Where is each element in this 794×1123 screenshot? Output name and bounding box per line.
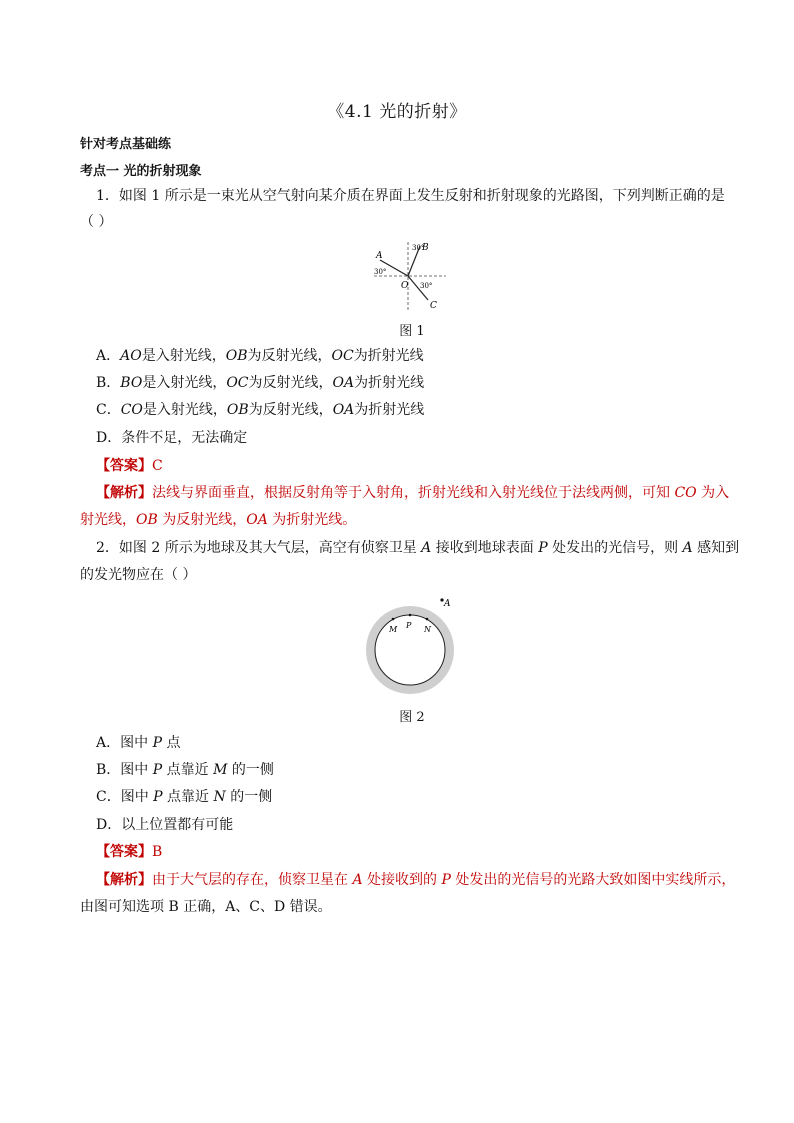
- q1-analysis-line1: 【解析】法线与界面垂直，根据反射角等于入射角，折射光线和入射光线位于法线两侧，可知 CO 为入: [96, 485, 730, 501]
- point-n: [426, 618, 429, 621]
- fig2-label-p: P: [406, 621, 412, 630]
- q1-stem-line1: 1．如图 1 所示是一束光从空气射向某介质在界面上发生反射和折射现象的光路图，下列判断正确的是: [96, 188, 725, 204]
- point-m: [392, 618, 395, 621]
- q1-option-b: B．BO是入射光线，OC为反射光线，OA为折射光线: [96, 375, 425, 391]
- q1-option-a: A．AO是入射光线，OB为反射光线，OC为折射光线: [96, 348, 424, 364]
- q1-answer: 【答案】C: [96, 458, 163, 474]
- fig2-label-a: A: [444, 599, 451, 609]
- q2-analysis-line2: 由图可知选项 B 正确，A、C、D 错误。: [80, 899, 332, 915]
- q2-answer: 【答案】B: [96, 844, 163, 860]
- q2-option-b: B．图中 P 点靠近 M 的一侧: [96, 762, 274, 778]
- q1-option-d: D．条件不足，无法确定: [96, 430, 248, 446]
- fig1-label-o: O: [401, 281, 409, 291]
- q2-option-d: D．以上位置都有可能: [96, 817, 234, 833]
- q2-stem-line2: 的发光物应在（ ）: [80, 567, 197, 583]
- fig1-label-b: B: [422, 243, 429, 253]
- fig1-angle-2: 30°: [374, 268, 387, 276]
- q2-stem-line1: 2．如图 2 所示为地球及其大气层，高空有侦察卫星 A 接收到地球表面 P 处发出的光信号，则 A 感知到: [96, 540, 740, 556]
- q2-analysis-line1: 【解析】由于大气层的存在，侦察卫星在 A 处接收到的 P 处发出的光信号的光路大致如图中实线所示，: [96, 872, 736, 888]
- fig2-label-m: M: [389, 625, 398, 634]
- fig1-angle-3: 30°: [420, 282, 433, 290]
- fig1-label-c: C: [430, 301, 437, 311]
- q2-option-c: C．图中 P 点靠近 N 的一侧: [96, 789, 273, 805]
- page-title: 《4.1 光的折射》: [327, 102, 467, 122]
- fig1-label-a: A: [376, 251, 383, 261]
- q1-option-c: C．CO是入射光线，OB为反射光线，OA为折射光线: [96, 402, 425, 418]
- subsection-heading: 考点一 光的折射现象: [80, 164, 202, 179]
- section-heading: 针对考点基础练: [80, 137, 172, 152]
- q1-stem-line2: （ ）: [80, 214, 113, 230]
- fig1-angle-1: 30°: [412, 244, 425, 252]
- figure-2-diagram: [360, 592, 460, 698]
- point-p: [409, 614, 412, 617]
- q2-option-a: A．图中 P 点: [96, 735, 181, 751]
- fig2-label-n: N: [424, 625, 431, 634]
- q1-analysis-line2: 射光线，OB 为反射光线，OA 为折射光线。: [80, 512, 357, 528]
- figure-2-caption: 图 2: [399, 710, 425, 725]
- figure-1-diagram: [370, 238, 450, 314]
- figure-1-caption: 图 1: [399, 324, 425, 339]
